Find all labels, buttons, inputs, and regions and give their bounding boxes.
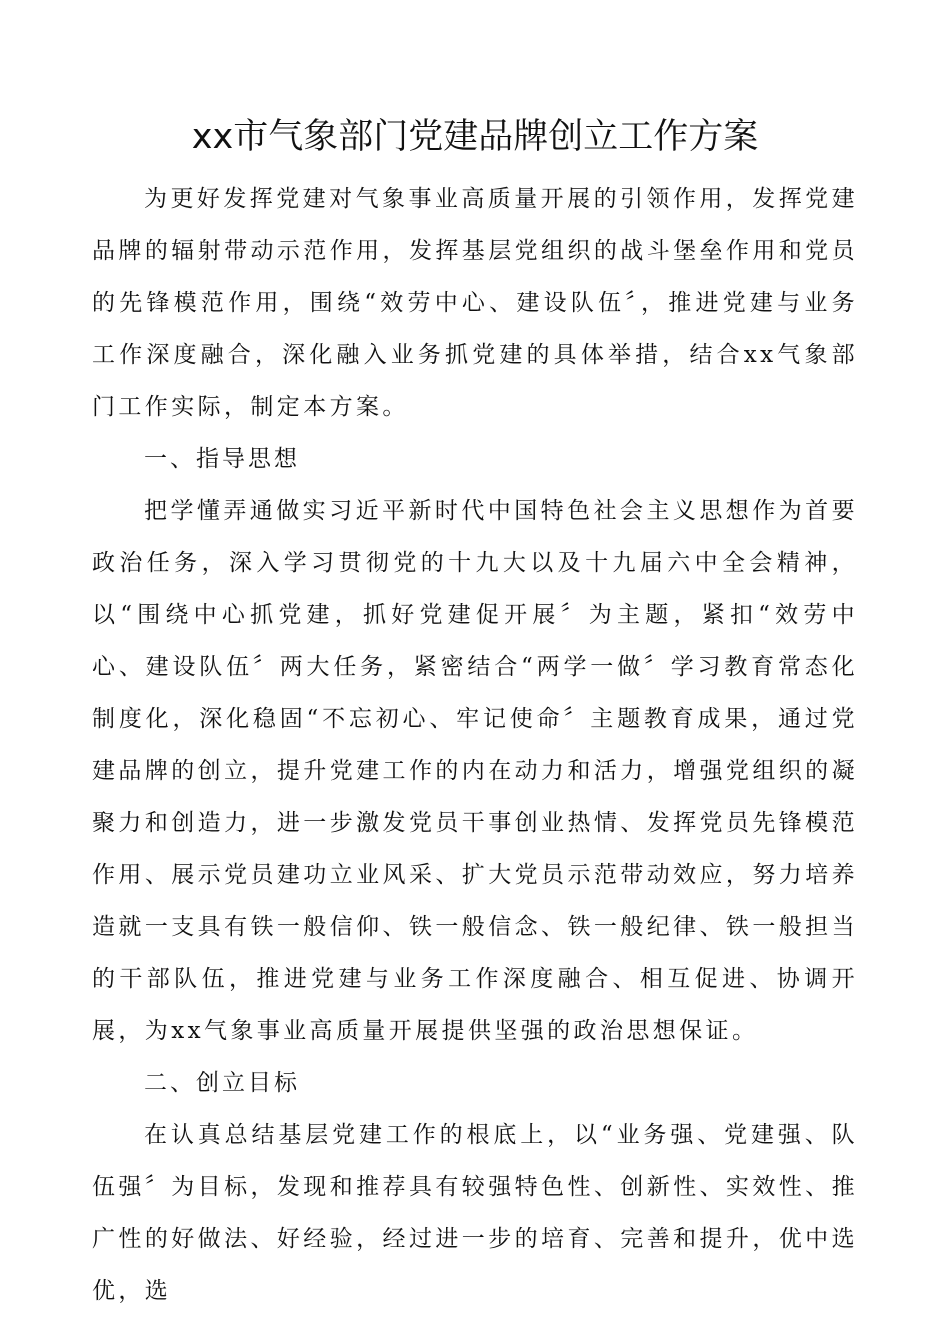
section-paragraph-goals: 在认真总结基层党建工作的根底上，以“业务强、党建强、队伍强〞为目标，发现和推荐具有较强特色性、创新性、实效性、推广性的好做法、好经验，经过进一步的培育、完善和提升，优中选优，选 bbox=[92, 1122, 858, 1304]
intro-paragraph: 为更好发挥党建对气象事业高质量开展的引领作用，发挥党建品牌的辐射带动示范作用，发挥基层党组织的战斗堡垒作用和党员的先锋模范作用，围绕“效劳中心、建设队伍〞，推进党建与业务工作深度融合，深化融入业务抓党建的具体举措，结合xx气象部门工作实际，制定本方案。 bbox=[92, 186, 858, 420]
document-title: xx市气象部门党建品牌创立工作方案 bbox=[191, 117, 759, 157]
document-body bbox=[92, 173, 858, 1317]
section-heading-goals: 二、创立目标 bbox=[144, 1070, 300, 1096]
section-paragraph-guiding-ideology: 把学懂弄通做实习近平新时代中国特色社会主义思想作为首要政治任务，深入学习贯彻党的十九大以及十九届六中全会精神，以“围绕中心抓党建，抓好党建促开展〞为主题，紧扣“效劳中心、建设队伍〞两大任务，紧密结合“两学一做〞学习教育常态化制度化，深化稳固“不忘初心、牢记使命〞主题教育成果，通过党建品牌的创立，提升党建工作的内在动力和活力，增强党组织的凝聚力和创造力，进一步激发党员干事创业热情、发挥党员先锋模范作用、展示党员建功立业风采、扩大党员示范带动效应，努力培养造就一支具有铁一般信仰、铁一般信念、铁一般纪律、铁一般担当的干部队伍，推进党建与业务工作深度融合、相互促进、协调开展，为xx气象事业高质量开展提供坚强的政治思想保证。 bbox=[92, 498, 858, 1044]
section-heading-guiding-ideology: 一、指导思想 bbox=[144, 446, 300, 472]
